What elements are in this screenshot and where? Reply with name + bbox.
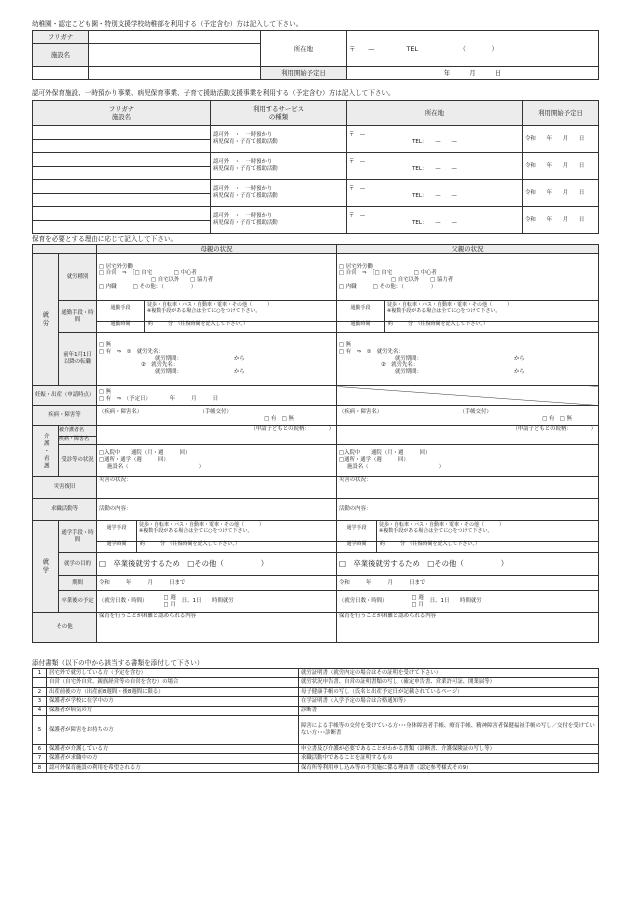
mother-treatment[interactable]: □入院中 通院（月・週 回） □通所・通学（週 回） 施設名（ ） bbox=[97, 445, 337, 477]
doc-number: 1 bbox=[33, 669, 47, 678]
mother-jobseeking[interactable]: 活動の内容： bbox=[97, 499, 337, 521]
period-label: 期間 bbox=[59, 576, 97, 591]
pregnancy-label: 妊娠・出産（申請時点） bbox=[33, 386, 97, 406]
furigana-field[interactable] bbox=[89, 31, 261, 44]
facility-name-label: 施設名 bbox=[33, 44, 89, 67]
jobseeking-label: 求職活動等 bbox=[33, 499, 97, 521]
doc-row bbox=[33, 687, 599, 696]
father-disaster[interactable]: 災害の状況： bbox=[337, 477, 599, 499]
study-purpose-label: 就学の目的 bbox=[59, 553, 97, 576]
father-care-relation[interactable]: （申請子どもとの続柄： ） bbox=[337, 426, 599, 445]
nursery-row[interactable]: 認可外 ・ 一時預かり 病児保育・子育て援助活動 〒 — TEL： — — 令和 年 月 日 bbox=[33, 126, 599, 153]
doc-number: 7 bbox=[33, 754, 47, 763]
mother-header: 母親の状況 bbox=[97, 245, 337, 254]
mother-illness[interactable]: （疾病・障害名） （手帳交付） □ 有 □ 無 bbox=[97, 406, 337, 426]
mother-study-purpose[interactable]: □ 卒業後就労するため □その他（ ） bbox=[97, 553, 337, 576]
mother-job-change[interactable]: □ 無 □ 有 ⇒ ① 就労先名： 就労期間： から ② 就労先名： 就労期間： から bbox=[97, 333, 337, 386]
father-commute[interactable]: 通勤手段 徒歩・自転車・バス・自動車・電車・その他（ ） ※複数手段がある場合は全てに○をつけて下さい。 通勤時間 約 分 （往復時間を記入して下さい。） bbox=[337, 301, 599, 333]
location-field[interactable]: 〒 — TEL （ ） bbox=[347, 31, 599, 67]
kindergarten-heading: 幼稚園・認定こども園・特別支援学校幼稚部を利用する（予定含む）方は記入して下さい。 bbox=[32, 20, 303, 28]
location-label: 所在地 bbox=[261, 31, 347, 67]
mother-pregnancy[interactable]: □ 無 □ 有 ⇒ （予定日） 年 月 日 bbox=[97, 386, 337, 406]
mother-school-commute[interactable]: 通学手段 徒歩・自転車・バス・自動車・電車・その他（ ） ※複数手段がある場合は全てに○をつけて下さい。 通学時間 約 分 （往復時間を記入して下さい。） bbox=[97, 521, 337, 553]
col-start: 利用開始予定日 bbox=[523, 101, 599, 126]
nursery-row[interactable]: 認可外 ・ 一時預かり 病児保育・子育て援助活動 〒 — TEL： — — 令和 年 月 日 bbox=[33, 153, 599, 180]
doc-reason: 保護者が求職中の方 bbox=[47, 754, 299, 763]
father-school-commute[interactable]: 通学手段 徒歩・自転車・バス・自動車・電車・その他（ ） ※複数手段がある場合は全てに○をつけて下さい。 通学時間 約 分 （往復時間を記入して下さい。） bbox=[337, 521, 599, 553]
doc-reason: 保護者が学校に在学中の方 bbox=[47, 697, 299, 706]
doc-row bbox=[33, 744, 599, 753]
mother-other[interactable]: 保育を行うことが困難と認められる内容 bbox=[97, 613, 337, 643]
mother-work-type[interactable]: □ 居宅外労働 □ 自営 ⇒ ［□ 自宅 □ 中心者 □ 自宅以外 □ 協力者 □ 内職 □ その他：（ ） bbox=[97, 254, 337, 301]
father-header: 父親の状況 bbox=[337, 245, 599, 254]
reason-heading: 保育を必要とする理由に応じて記入して下さい。 bbox=[32, 235, 178, 243]
school-commute-label: 通学手段・時間 bbox=[59, 521, 97, 553]
father-job-change[interactable]: □ 無 □ 有 ⇒ ① 就労先名： 就労期間： から ② 就労先名： 就労期間： から bbox=[337, 333, 599, 386]
doc-reason: 自営（自宅外自営、親族経営等の自営を含む）の場合 bbox=[47, 678, 299, 687]
doc-required: 母子健康手帳の写し（氏名と出産予定日が記載されているページ） bbox=[299, 687, 599, 696]
father-other[interactable]: 保育を行うことが困難と認められる内容 bbox=[337, 613, 599, 643]
study-category: 就学 bbox=[33, 521, 59, 613]
work-type-label: 就労種別 bbox=[59, 254, 97, 301]
docs-table bbox=[32, 668, 599, 773]
doc-required: 障害による手帳等の交付を受けている方･･･身体障害者手帳、療育手帳、精神障害者保健福祉手帳の写し／交付を受けていない方･･･診断書 bbox=[299, 715, 599, 744]
doc-row bbox=[33, 669, 599, 678]
father-after-grad[interactable]: （就労日数・時間） □ 週 □ 月 日、1日 時間就労 bbox=[337, 591, 599, 613]
kindergarten-table bbox=[32, 30, 599, 80]
nursery-heading: 認可外保育施設、一時預かり事業、病児保育事業、子育て援助活動支援事業を利用する（予定含む）方は記入して下さい。 bbox=[32, 89, 395, 97]
col-furigana: フリガナ bbox=[108, 105, 135, 113]
doc-reason: 保護者が病気の方 bbox=[47, 706, 299, 715]
doc-reason: 出産前後の方（出産前8週間・後8週間に限る） bbox=[47, 687, 299, 696]
father-work-type[interactable]: □ 居宅外労働 □ 自営 ⇒ ［□ 自宅 □ 中心者 □ 自宅以外 □ 協力者 □ 内職 □ その他：（ ） bbox=[337, 254, 599, 301]
doc-number: 5 bbox=[33, 715, 47, 744]
doc-required: 申立書及び介護が必要であることがわかる書類（診断書、介護保険証の写し等） bbox=[299, 744, 599, 753]
doc-required: 就労状況申告書、自営の証明書類の写し（確定申告書、営業許可証、開業届等） bbox=[299, 678, 599, 687]
doc-number: 8 bbox=[33, 763, 47, 772]
mother-period[interactable]: 令和 年 月 日まで bbox=[97, 576, 337, 591]
doc-row bbox=[33, 678, 599, 687]
doc-required: 就労証明書（就労内定の場合はその証明を受けて下さい） bbox=[299, 669, 599, 678]
father-jobseeking[interactable]: 活動の内容： bbox=[337, 499, 599, 521]
doc-required: 保育所等利用申し込み等の不実施に係る理由書（認定参考様式その9） bbox=[299, 763, 599, 772]
mother-disaster[interactable]: 災害の状況： bbox=[97, 477, 337, 499]
col-service: 利用するサービス bbox=[252, 105, 305, 113]
doc-reason: 保護者が障害をお持ちの方 bbox=[47, 715, 299, 744]
doc-row bbox=[33, 697, 599, 706]
father-illness[interactable]: （疾病・障害名） （手帳交付） □ 有 □ 無 bbox=[337, 406, 599, 426]
furigana-label: フリガナ bbox=[33, 31, 89, 44]
col-service-2: の種類 bbox=[268, 113, 289, 121]
father-treatment[interactable]: □入院中 通院（月・週 回） □通所・通学（週 回） 施設名（ ） bbox=[337, 445, 599, 477]
employment-category: 就労 bbox=[33, 254, 59, 386]
facility-name-field[interactable] bbox=[89, 44, 261, 67]
prev-job-label: 前年1月1日以降の転職 bbox=[59, 333, 97, 386]
mother-care-relation[interactable]: （申請子どもとの続柄： ） bbox=[97, 426, 337, 445]
father-period[interactable]: 令和 年 月 日まで bbox=[337, 576, 599, 591]
doc-required: 在学証明書（入学予定の場合は合格通知等） bbox=[299, 697, 599, 706]
mother-commute[interactable]: 通勤手段 徒歩・自転車・バス・自動車・電車・その他（ ） ※複数手段がある場合は全てに○をつけて下さい。 通勤時間 約 分 （往復時間を記入して下さい。） bbox=[97, 301, 337, 333]
other-label: その他 bbox=[33, 613, 97, 643]
col-location: 所在地 bbox=[347, 101, 523, 126]
doc-required: 診断書 bbox=[299, 706, 599, 715]
nursery-row[interactable]: 認可外 ・ 一時預かり 病児保育・子育て援助活動 〒 — TEL： — — 令和 年 月 日 bbox=[33, 207, 599, 234]
doc-number: 6 bbox=[33, 744, 47, 753]
mother-after-grad[interactable]: （就労日数・時間） □ 週 □ 月 日、1日 時間就労 bbox=[97, 591, 337, 613]
commute-label: 通勤手段・時間 bbox=[59, 301, 97, 333]
father-study-purpose[interactable]: □ 卒業後就労するため □その他（ ） bbox=[337, 553, 599, 576]
doc-row bbox=[33, 763, 599, 772]
care-category: 介護・看護 bbox=[33, 426, 59, 477]
nursery-row[interactable]: 認可外 ・ 一時預かり 病児保育・子育て援助活動 〒 — TEL： — — 令和 年 月 日 bbox=[33, 180, 599, 207]
doc-number: 4 bbox=[33, 706, 47, 715]
doc-number: 2 bbox=[33, 687, 47, 696]
doc-required: 求職活動中であることを証明するもの bbox=[299, 754, 599, 763]
docs-heading: 添付書類（以下の中から該当する書類を添付して下さい） bbox=[32, 659, 204, 667]
treatment-label: 受診等の状況 bbox=[59, 445, 97, 477]
reason-table: 母親の状況 父親の状況 就労 就労種別 □ 居宅外労働 □ 自営 ⇒ ［□ 自宅 □ 中心者 □ 自宅以外 □ 協力者 □ 内職 □ その他：（ ） □ 居宅外労働 □ 自営 ⇒ ［□ 自宅 □ 中心者 □ 自宅以外 □ 協力者 □ 内職 □ その他：（ ） 通勤手段・時間 通勤手段 徒歩・自転車・バス・自動車・電車・その他（ ） ※複数手段がある場合は全てに○をつけて下さい。 通勤時間 約 分 （往復時間を記入して下さい。） 通勤手段 徒歩・自転車・バス・自動車・電車・その他（ ） ※複数手段がある場合は全てに○をつけて下さい。 通勤時間 約 分 （往復時間を記入して下さい。） 前年1月1日以降の転職 □ 無 □ 有 ⇒ ① 就労先名： 就労期間： から ② 就労先名： 就労期間： から □ 無 □ 有 ⇒ ① 就労先名： 就労期間： から ② 就労先名： 就労期間： から 妊娠・出産（申請時点） □ 無 □ 有 ⇒ （予定日） 年 月 日 疾病・障害等 （疾病・障害名） （手帳交付） □ 有 □ 無 （疾病・障害名） （手帳交付） □ 有 □ 無 介護・看護 被介護者名 疾病・障害名 （申請子どもとの続柄： ） （申請子どもとの続柄： ） 受診等の状況 □入院中 通院（月・週 回） □通所・通学（週 回） 施設名（ ） □入院中 通院（月・週 回） □通所・通学（週 回） 施設名（ ） 災害復旧 災害の状況： 災害の状況： 求職活動等 活動の内容： 活動の内容： 就学 通学手段・時間 通学手段 徒歩・自転車・バス・自動車・電車・その他（ ） ※複数手段がある場合は全てに○をつけて下さい。 通学時間 約 分 （往復時間を記入して下さい。） 通学手段 徒歩・自転車・バス・自動車・電車・その他（ ） ※複数手段がある場合は全てに○をつけて下さい。 通学時間 約 分 （往復時間を記入して下さい。） 就学の目的 □ 卒業後就労するため □その他（ ） □ 卒業後就労するため □その他（ ） 期間 令和 年 月 日まで 令和 年 月 日まで 卒業後の予定 （就労日数・時間） □ 週 □ 月 日、1日 時間就労 （就労日数・時間） □ 週 □ 月 日、1日 時間就労 その他 保育を行うことが困難と認められる内容 保育を行うことが困難と認められる内容 bbox=[32, 244, 599, 643]
doc-reason: 認可外保育施設の利用を希望される方 bbox=[47, 763, 299, 772]
doc-row bbox=[33, 754, 599, 763]
illness-label: 疾病・障害等 bbox=[33, 406, 97, 426]
nursery-table bbox=[32, 100, 599, 234]
start-date-label: 利用開始予定日 bbox=[261, 67, 347, 80]
father-pregnancy-na bbox=[337, 386, 599, 406]
doc-reason: 居宅外で就労している方（予定を含む） bbox=[47, 669, 299, 678]
col-name: 施設名 bbox=[111, 113, 132, 121]
doc-row bbox=[33, 706, 599, 715]
start-date-field[interactable]: 年 月 日 bbox=[347, 67, 599, 80]
after-grad-label: 卒業後の予定 bbox=[59, 591, 97, 613]
doc-number: 3 bbox=[33, 697, 47, 706]
disaster-label: 災害復旧 bbox=[33, 477, 97, 499]
doc-reason: 保護者が介護している方 bbox=[47, 744, 299, 753]
doc-row bbox=[33, 715, 599, 744]
doc-number bbox=[33, 678, 47, 687]
